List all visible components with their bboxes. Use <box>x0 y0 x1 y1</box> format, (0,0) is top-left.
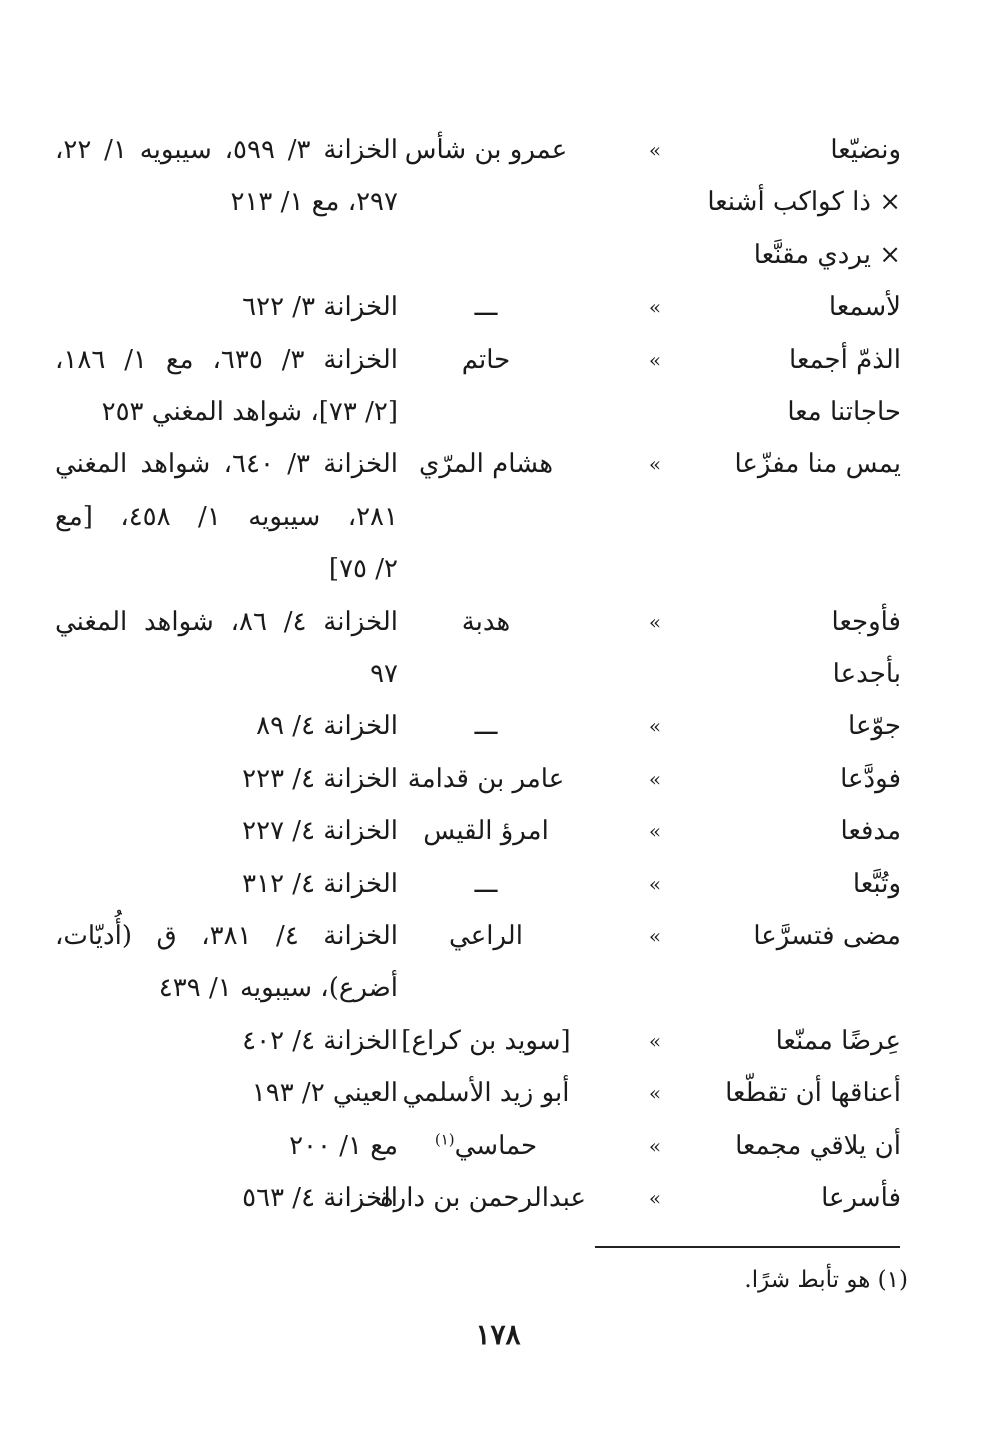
poet-cell: عمرو بن شأس <box>404 135 568 165</box>
table-row <box>0 649 996 699</box>
rhyme-cell: فأوجعا <box>831 606 901 637</box>
footnote-separator <box>595 1246 900 1248</box>
table-row <box>0 544 996 594</box>
table-row <box>0 282 996 332</box>
rhyme-cell: بأجدعا <box>832 659 901 689</box>
table-row <box>0 859 996 909</box>
source-cell: الخزانة ٤/ ٢٢٣ <box>242 763 398 794</box>
rhyme-cell: مدفعا <box>840 816 901 847</box>
rhyme-cell: مضى فتسرَّعا <box>753 921 901 951</box>
rhyme-cell: جوّعا <box>848 711 901 742</box>
source-cell: الخزانة ٣/ ٦٣٥، مع ١/ ١٨٦، <box>55 344 398 375</box>
ditto-mark: » <box>648 819 662 844</box>
ditto-mark: » <box>648 1028 662 1053</box>
source-cell: ٢٩٧، مع ١/ ٢١٣ <box>230 187 398 218</box>
ditto-mark: » <box>648 924 662 948</box>
source-cell: ٩٧ <box>370 659 398 689</box>
poet-cell: عبدالرحمن بن دارة <box>380 1183 586 1213</box>
table-row <box>0 754 996 804</box>
rhyme-cell: لأسمعا <box>828 292 901 323</box>
source-cell: الخزانة ٤/ ٢٢٧ <box>242 816 398 847</box>
table-row <box>0 492 996 542</box>
rhyme-cell: يمس منا مفزّعا <box>734 449 901 480</box>
poet-cell <box>386 1121 586 1171</box>
table-row <box>0 963 996 1013</box>
rhyme-cell: فأسرعا <box>821 1183 901 1213</box>
source-cell: ٢/ ٧٥] <box>328 554 398 585</box>
ditto-mark: » <box>648 1186 662 1210</box>
rhyme-cell: أعناقها أن تقطّعا <box>725 1078 901 1109</box>
table-row <box>0 335 996 385</box>
table-row <box>0 1016 996 1066</box>
source-cell: الخزانة ٣/ ٥٩٩، سيبويه ١/ ٢٢، <box>55 135 398 165</box>
poet-cell: أبو زيد الأسلمي <box>402 1078 570 1109</box>
table-row <box>0 125 996 175</box>
ditto-mark: » <box>648 871 662 896</box>
rhyme-cell: الذمّ أجمعا <box>789 344 901 375</box>
rhyme-cell: أن يلاقي مجمعا <box>735 1130 901 1161</box>
source-cell: الخزانة ٣/ ٦٤٠، شواهد المغني <box>55 449 398 480</box>
poet-cell: حاتم <box>461 344 511 375</box>
poet-cell: [سويد بن كراع] <box>401 1025 571 1056</box>
ditto-mark: » <box>648 452 662 477</box>
source-cell: العيني ٢/ ١٩٣ <box>251 1078 398 1109</box>
page-number: ١٧٨ <box>475 1318 521 1351</box>
source-cell: الخزانة ٤/ ٣١٢ <box>242 868 398 899</box>
poet-cell: هشام المرّي <box>418 449 554 480</box>
rhyme-cell: × يردي مقنَّعا <box>753 239 901 270</box>
poet-cell: ـــ <box>474 292 498 323</box>
table-row <box>0 387 996 437</box>
table-row <box>0 701 996 751</box>
source-cell: الخزانة ٤/ ٨٩ <box>256 711 398 742</box>
poet-cell: هدبة <box>461 606 511 637</box>
rhyme-cell: حاجاتنا معا <box>787 397 901 427</box>
source-cell: الخزانة ٤/ ٨٦، شواهد المغني <box>55 606 398 637</box>
ditto-mark: » <box>648 714 662 739</box>
ditto-mark: » <box>648 609 662 634</box>
table-row <box>0 597 996 647</box>
rhyme-cell: × ذا كواكب أشنعا <box>707 187 901 218</box>
source-cell: [٢/ ٧٣]، شواهد المغني ٢٥٣ <box>101 397 398 427</box>
source-cell: الخزانة ٤/ ٥٦٣ <box>242 1183 398 1213</box>
poet-cell: امرؤ القيس <box>423 816 549 847</box>
source-cell: الخزانة ٤/ ٣٨١، ق (أُديّات، <box>55 921 398 951</box>
source-cell: الخزانة ٣/ ٦٢٢ <box>242 292 398 323</box>
source-cell: ٢٨١، سيبويه ١/ ٤٥٨، [مع <box>55 501 398 532</box>
table-row <box>0 1173 996 1223</box>
poet-name: حماسي <box>454 1130 538 1161</box>
rhyme-cell: فودَّعا <box>840 763 901 794</box>
poet-cell: ـــ <box>474 711 498 742</box>
table-row <box>0 911 996 961</box>
footnote: (١) هو تأبط شرًا. <box>744 1267 908 1293</box>
rhyme-cell: عِرضًا ممنّعا <box>775 1025 901 1056</box>
table-row <box>0 230 996 280</box>
table-row <box>0 1068 996 1118</box>
poet-cell: عامر بن قدامة <box>407 763 565 794</box>
ditto-mark: » <box>648 347 662 372</box>
table-row <box>0 806 996 856</box>
rhyme-cell: ونضيّعا <box>830 135 901 165</box>
ditto-mark: » <box>648 295 662 320</box>
source-cell: الخزانة ٤/ ٤٠٢ <box>242 1025 398 1056</box>
footnote-marker: (١) <box>434 1129 455 1148</box>
ditto-mark: » <box>648 1081 662 1106</box>
table-row <box>0 177 996 227</box>
ditto-mark: » <box>648 766 662 791</box>
ditto-mark: » <box>648 1133 662 1158</box>
rhyme-cell: وتُبَّعا <box>852 868 901 899</box>
source-cell: مع ١/ ٢٠٠ <box>289 1130 398 1161</box>
ditto-mark: » <box>648 138 662 162</box>
table-row <box>0 439 996 489</box>
poet-cell: الراعي <box>449 921 523 951</box>
table-row <box>0 1121 996 1171</box>
source-cell: أضرع)، سيبويه ١/ ٤٣٩ <box>158 973 398 1004</box>
poet-cell: ـــ <box>474 868 498 899</box>
